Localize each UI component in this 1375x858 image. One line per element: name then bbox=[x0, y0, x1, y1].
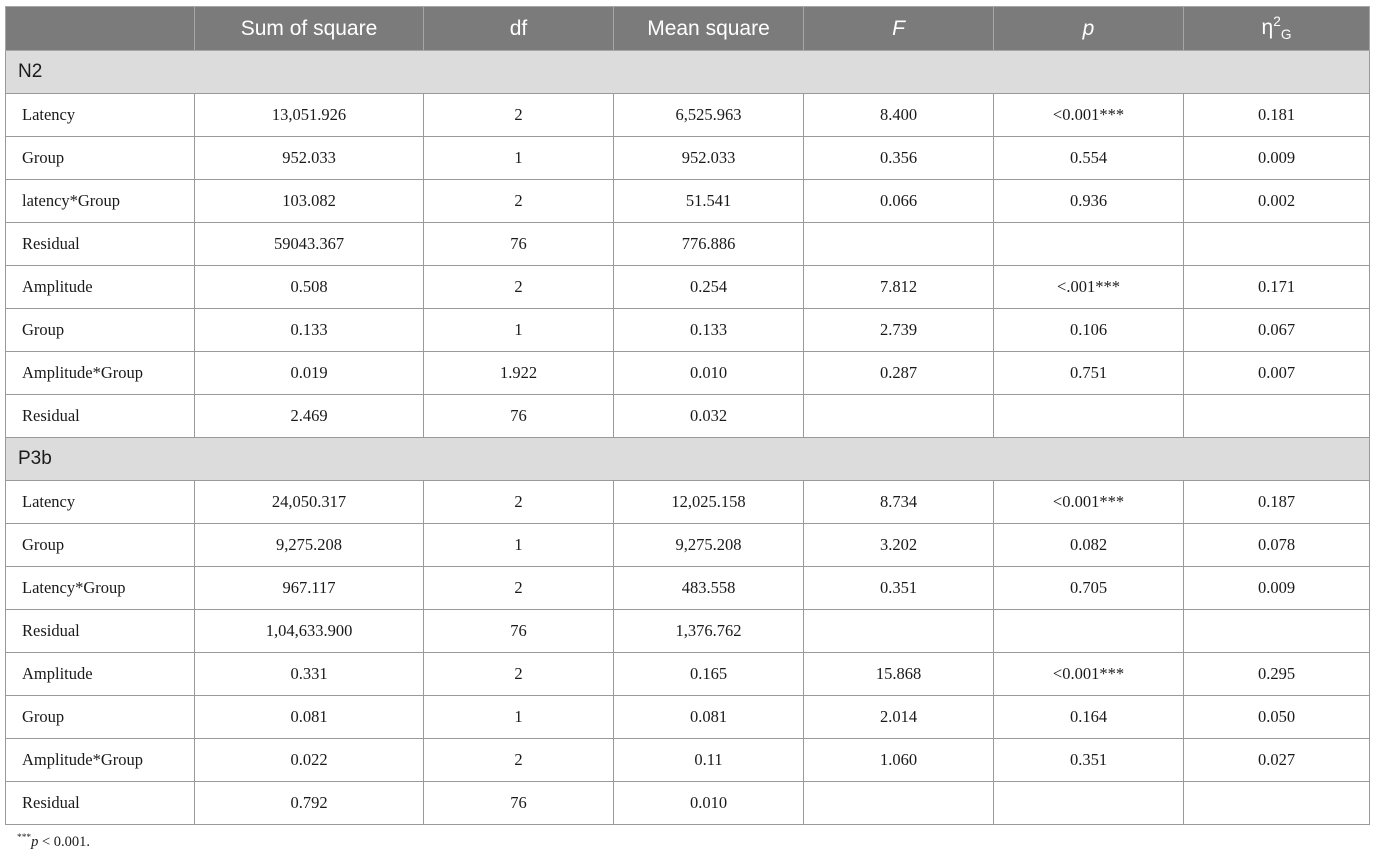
cell-sum-of-square: 2.469 bbox=[195, 395, 424, 438]
cell-sum-of-square: 9,275.208 bbox=[195, 524, 424, 567]
row-label: Residual bbox=[6, 610, 195, 653]
table-row bbox=[6, 739, 1370, 782]
table-header bbox=[6, 7, 1370, 51]
cell-sum-of-square: 0.792 bbox=[195, 782, 424, 825]
table-row bbox=[6, 352, 1370, 395]
header-row bbox=[6, 7, 1370, 51]
cell-sum-of-square: 0.331 bbox=[195, 653, 424, 696]
footnote-text: < 0.001. bbox=[38, 833, 91, 850]
cell-mean-square: 1,376.762 bbox=[614, 610, 804, 653]
cell-eta-squared-g bbox=[1184, 782, 1370, 825]
row-label: Residual bbox=[6, 782, 195, 825]
cell-p bbox=[994, 782, 1184, 825]
header-f: F bbox=[804, 7, 994, 51]
section-title: N2 bbox=[6, 51, 1370, 94]
cell-mean-square: 0.11 bbox=[614, 739, 804, 782]
cell-f bbox=[804, 782, 994, 825]
cell-mean-square: 0.010 bbox=[614, 782, 804, 825]
row-label: Group bbox=[6, 137, 195, 180]
cell-sum-of-square: 0.133 bbox=[195, 309, 424, 352]
cell-p: 0.082 bbox=[994, 524, 1184, 567]
cell-p: 0.936 bbox=[994, 180, 1184, 223]
cell-f bbox=[804, 223, 994, 266]
cell-mean-square: 0.133 bbox=[614, 309, 804, 352]
header-p: p bbox=[994, 7, 1184, 51]
cell-sum-of-square: 967.117 bbox=[195, 567, 424, 610]
cell-eta-squared-g: 0.187 bbox=[1184, 481, 1370, 524]
cell-p: 0.705 bbox=[994, 567, 1184, 610]
header-df: df bbox=[424, 7, 614, 51]
cell-mean-square: 12,025.158 bbox=[614, 481, 804, 524]
cell-sum-of-square: 59043.367 bbox=[195, 223, 424, 266]
section-title: P3b bbox=[6, 438, 1370, 481]
cell-f: 0.066 bbox=[804, 180, 994, 223]
eta-subscript: G bbox=[1280, 27, 1292, 43]
cell-df: 1 bbox=[424, 309, 614, 352]
table-row bbox=[6, 567, 1370, 610]
cell-sum-of-square: 952.033 bbox=[195, 137, 424, 180]
cell-mean-square: 0.010 bbox=[614, 352, 804, 395]
cell-f bbox=[804, 610, 994, 653]
cell-df: 2 bbox=[424, 94, 614, 137]
header-sum-of-square: Sum of square bbox=[195, 7, 424, 51]
cell-p: 0.751 bbox=[994, 352, 1184, 395]
cell-p: <0.001*** bbox=[994, 94, 1184, 137]
cell-eta-squared-g: 0.078 bbox=[1184, 524, 1370, 567]
cell-f: 7.812 bbox=[804, 266, 994, 309]
cell-eta-squared-g bbox=[1184, 395, 1370, 438]
cell-f: 2.739 bbox=[804, 309, 994, 352]
cell-sum-of-square: 0.022 bbox=[195, 739, 424, 782]
cell-sum-of-square: 24,050.317 bbox=[195, 481, 424, 524]
cell-mean-square: 0.032 bbox=[614, 395, 804, 438]
cell-df: 76 bbox=[424, 782, 614, 825]
eta-superscript: 2 bbox=[1273, 14, 1281, 30]
cell-p: <0.001*** bbox=[994, 481, 1184, 524]
cell-p: 0.351 bbox=[994, 739, 1184, 782]
cell-f: 15.868 bbox=[804, 653, 994, 696]
row-label: Group bbox=[6, 696, 195, 739]
cell-eta-squared-g bbox=[1184, 610, 1370, 653]
cell-f: 0.287 bbox=[804, 352, 994, 395]
row-label: Amplitude*Group bbox=[6, 352, 195, 395]
cell-df: 2 bbox=[424, 266, 614, 309]
cell-p bbox=[994, 610, 1184, 653]
cell-df: 1 bbox=[424, 696, 614, 739]
row-label: Latency*Group bbox=[6, 567, 195, 610]
cell-sum-of-square: 103.082 bbox=[195, 180, 424, 223]
section-row bbox=[6, 438, 1370, 481]
footnote-stars: *** bbox=[17, 833, 32, 843]
cell-p: 0.554 bbox=[994, 137, 1184, 180]
cell-sum-of-square: 0.019 bbox=[195, 352, 424, 395]
cell-mean-square: 51.541 bbox=[614, 180, 804, 223]
cell-f: 2.014 bbox=[804, 696, 994, 739]
section-row bbox=[6, 51, 1370, 94]
cell-mean-square: 776.886 bbox=[614, 223, 804, 266]
cell-eta-squared-g bbox=[1184, 223, 1370, 266]
row-label: Latency bbox=[6, 94, 195, 137]
table-row bbox=[6, 180, 1370, 223]
cell-eta-squared-g: 0.181 bbox=[1184, 94, 1370, 137]
anova-table bbox=[5, 6, 1370, 825]
cell-df: 76 bbox=[424, 610, 614, 653]
row-label: Residual bbox=[6, 223, 195, 266]
cell-p: <0.001*** bbox=[994, 653, 1184, 696]
cell-p bbox=[994, 223, 1184, 266]
table-body bbox=[6, 51, 1370, 825]
cell-df: 2 bbox=[424, 481, 614, 524]
table-row bbox=[6, 137, 1370, 180]
cell-p: 0.164 bbox=[994, 696, 1184, 739]
row-label: Latency bbox=[6, 481, 195, 524]
row-label: Group bbox=[6, 309, 195, 352]
cell-mean-square: 6,525.963 bbox=[614, 94, 804, 137]
table-row bbox=[6, 309, 1370, 352]
cell-sum-of-square: 13,051.926 bbox=[195, 94, 424, 137]
table-row bbox=[6, 481, 1370, 524]
header-blank bbox=[6, 7, 195, 51]
anova-table-container bbox=[5, 6, 1369, 825]
header-mean-square: Mean square bbox=[614, 7, 804, 51]
cell-df: 1 bbox=[424, 524, 614, 567]
cell-f: 8.400 bbox=[804, 94, 994, 137]
cell-p bbox=[994, 395, 1184, 438]
table-row bbox=[6, 696, 1370, 739]
row-label: Amplitude*Group bbox=[6, 739, 195, 782]
cell-sum-of-square: 0.508 bbox=[195, 266, 424, 309]
table-row bbox=[6, 782, 1370, 825]
table-row bbox=[6, 395, 1370, 438]
cell-mean-square: 0.081 bbox=[614, 696, 804, 739]
row-label: Residual bbox=[6, 395, 195, 438]
cell-eta-squared-g: 0.009 bbox=[1184, 567, 1370, 610]
cell-df: 2 bbox=[424, 739, 614, 782]
cell-p: <.001*** bbox=[994, 266, 1184, 309]
table-row bbox=[6, 266, 1370, 309]
cell-eta-squared-g: 0.009 bbox=[1184, 137, 1370, 180]
table-row bbox=[6, 223, 1370, 266]
cell-eta-squared-g: 0.171 bbox=[1184, 266, 1370, 309]
cell-df: 1.922 bbox=[424, 352, 614, 395]
row-label: Amplitude bbox=[6, 653, 195, 696]
cell-df: 1 bbox=[424, 137, 614, 180]
row-label: Amplitude bbox=[6, 266, 195, 309]
cell-mean-square: 0.165 bbox=[614, 653, 804, 696]
header-eta-squared-g bbox=[1184, 7, 1370, 51]
cell-f: 8.734 bbox=[804, 481, 994, 524]
cell-df: 76 bbox=[424, 395, 614, 438]
cell-mean-square: 0.254 bbox=[614, 266, 804, 309]
cell-f: 0.351 bbox=[804, 567, 994, 610]
table-row bbox=[6, 653, 1370, 696]
cell-eta-squared-g: 0.007 bbox=[1184, 352, 1370, 395]
cell-mean-square: 483.558 bbox=[614, 567, 804, 610]
cell-eta-squared-g: 0.067 bbox=[1184, 309, 1370, 352]
cell-f: 1.060 bbox=[804, 739, 994, 782]
row-label: Group bbox=[6, 524, 195, 567]
cell-eta-squared-g: 0.050 bbox=[1184, 696, 1370, 739]
row-label: latency*Group bbox=[6, 180, 195, 223]
cell-p: 0.106 bbox=[994, 309, 1184, 352]
table-row bbox=[6, 94, 1370, 137]
cell-eta-squared-g: 0.027 bbox=[1184, 739, 1370, 782]
cell-sum-of-square: 1,04,633.900 bbox=[195, 610, 424, 653]
cell-f bbox=[804, 395, 994, 438]
cell-df: 76 bbox=[424, 223, 614, 266]
cell-eta-squared-g: 0.002 bbox=[1184, 180, 1370, 223]
table-footnote bbox=[17, 833, 90, 851]
cell-mean-square: 9,275.208 bbox=[614, 524, 804, 567]
table-row bbox=[6, 610, 1370, 653]
cell-f: 3.202 bbox=[804, 524, 994, 567]
cell-mean-square: 952.033 bbox=[614, 137, 804, 180]
table-row bbox=[6, 524, 1370, 567]
eta-symbol: η bbox=[1261, 16, 1274, 40]
cell-eta-squared-g: 0.295 bbox=[1184, 653, 1370, 696]
cell-sum-of-square: 0.081 bbox=[195, 696, 424, 739]
cell-df: 2 bbox=[424, 653, 614, 696]
cell-df: 2 bbox=[424, 567, 614, 610]
cell-f: 0.356 bbox=[804, 137, 994, 180]
cell-df: 2 bbox=[424, 180, 614, 223]
footnote-p: p bbox=[31, 833, 39, 850]
